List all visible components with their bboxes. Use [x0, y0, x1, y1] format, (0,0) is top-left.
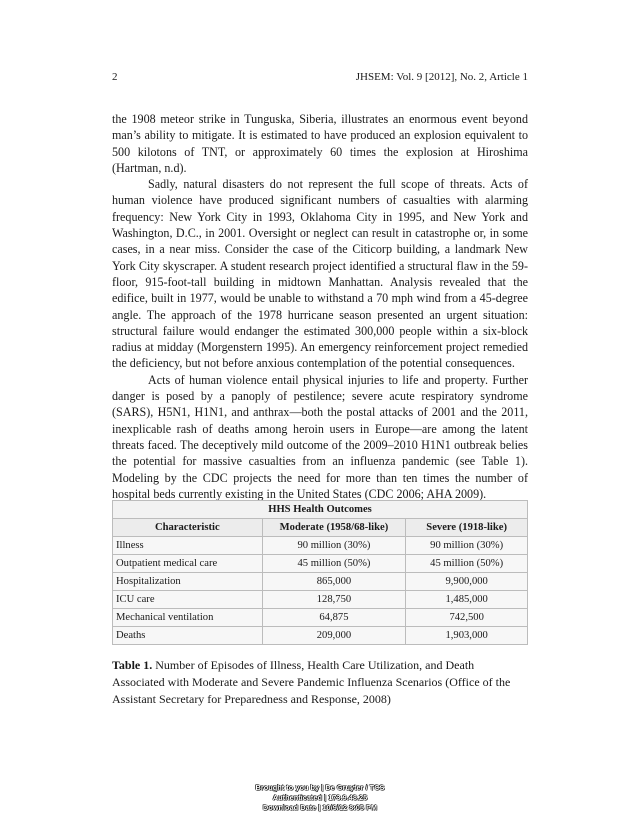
- column-header-severe: Severe (1918-like): [406, 519, 528, 537]
- paragraph-continuation: the 1908 meteor strike in Tunguska, Siberia, illustrates an enormous event beyond man’s ability to mitigate. It is estimated to have produced an explosion equivalent to 500 kilotons of TNT, or approximately 60 times the explosion at Hiroshima (Hartman, n.d).: [112, 112, 528, 175]
- table-header-row: [113, 519, 528, 537]
- paragraph-threats: Sadly, natural disasters do not represent the full scope of threats. Acts of human violence have produced significant numbers of casualties with alarming frequency: New York City in 1993, Oklahoma City in 1995, and New York and Washington, D.C., in 2001. Oversight or neglect can result in catastrophe or, in some cases, in a near miss. Consider the case of the Citicorp building, a landmark New York City skyscraper. A student research project identified a structural flaw in the 59-floor, 915-foot-tall building in midtown Manhattan. Analysis revealed that the edifice, built in 1977, would be unable to withstand a 70 mph wind from a 45-degree angle. The approach of the 1978 hurricane season presented an urgent situation: structural failure would endanger the estimated 300,000 people within a six-block radius at midday (Morgenstern 1995). An emergency reinforcement project remedied the deficiency, but not before anxious contemplation of the potential consequences.: [112, 177, 528, 371]
- row-label: Hospitalization: [113, 573, 263, 591]
- table-row: [113, 609, 528, 627]
- journal-citation: JHSEM: Vol. 9 [2012], No. 2, Article 1: [355, 71, 528, 83]
- stamp-line-date: Download Date | 10/9/12 8:05 PM: [262, 803, 378, 812]
- severe-value: 742,500: [406, 609, 528, 627]
- row-label: Illness: [113, 537, 263, 555]
- row-label: Deaths: [113, 627, 263, 645]
- column-header-characteristic: Characteristic: [113, 519, 263, 537]
- table-group-header-row: [113, 501, 528, 519]
- stamp-line-provider: Brought to you by | De Gruyter / TCS: [255, 783, 385, 792]
- table-row: [113, 555, 528, 573]
- moderate-value: 128,750: [262, 591, 406, 609]
- table-row: [113, 537, 528, 555]
- caption-text: Number of Episodes of Illness, Health Care Utilization, and Death Associated with Moderate and Severe Pandemic Influenza Scenarios (Office of the Assistant Secretary for Preparedness and Response, 2008): [112, 658, 511, 706]
- moderate-value: 45 million (50%): [262, 555, 406, 573]
- row-label: Outpatient medical care: [113, 555, 263, 573]
- moderate-value: 90 million (30%): [262, 537, 406, 555]
- table-group-header: HHS Health Outcomes: [113, 501, 528, 519]
- severe-value: 1,903,000: [406, 627, 528, 645]
- severe-value: 9,900,000: [406, 573, 528, 591]
- row-label: Mechanical ventilation: [113, 609, 263, 627]
- severe-value: 45 million (50%): [406, 555, 528, 573]
- column-header-moderate: Moderate (1958/68-like): [262, 519, 406, 537]
- stamp-line-authenticated: Authenticated | 173.9.48.25: [272, 793, 368, 802]
- hhs-outcomes-table: [112, 500, 528, 645]
- row-label: ICU care: [113, 591, 263, 609]
- moderate-value: 64,875: [262, 609, 406, 627]
- table-caption: [112, 657, 528, 708]
- page-number: 2: [112, 71, 118, 83]
- table-row: [113, 627, 528, 645]
- download-stamp: [200, 783, 440, 813]
- page-header: [112, 70, 528, 84]
- moderate-value: 865,000: [262, 573, 406, 591]
- table-row: [113, 573, 528, 591]
- body-text: [112, 111, 528, 502]
- caption-label: Table 1.: [112, 658, 153, 672]
- paragraph-pestilence: Acts of human violence entail physical injuries to life and property. Further danger is posed by a panoply of pestilence; severe acute respiratory syndrome (SARS), H5N1, H1N1, and anthrax—both the postal attacks of 2001 and the 2011, inexplicable rash of deaths among heroin users in Europe—are among the latent threats faced. The deceptively mild outcome of the 2009–2010 H1N1 outbreak belies the potential for massive casualties from an influenza pandemic (see Table 1). Modeling by the CDC projects the need for more than ten times the number of hospital beds currently existing in the United States (CDC 2006; AHA 2009).: [112, 372, 528, 501]
- table-row: [113, 591, 528, 609]
- severe-value: 1,485,000: [406, 591, 528, 609]
- severe-value: 90 million (30%): [406, 537, 528, 555]
- moderate-value: 209,000: [262, 627, 406, 645]
